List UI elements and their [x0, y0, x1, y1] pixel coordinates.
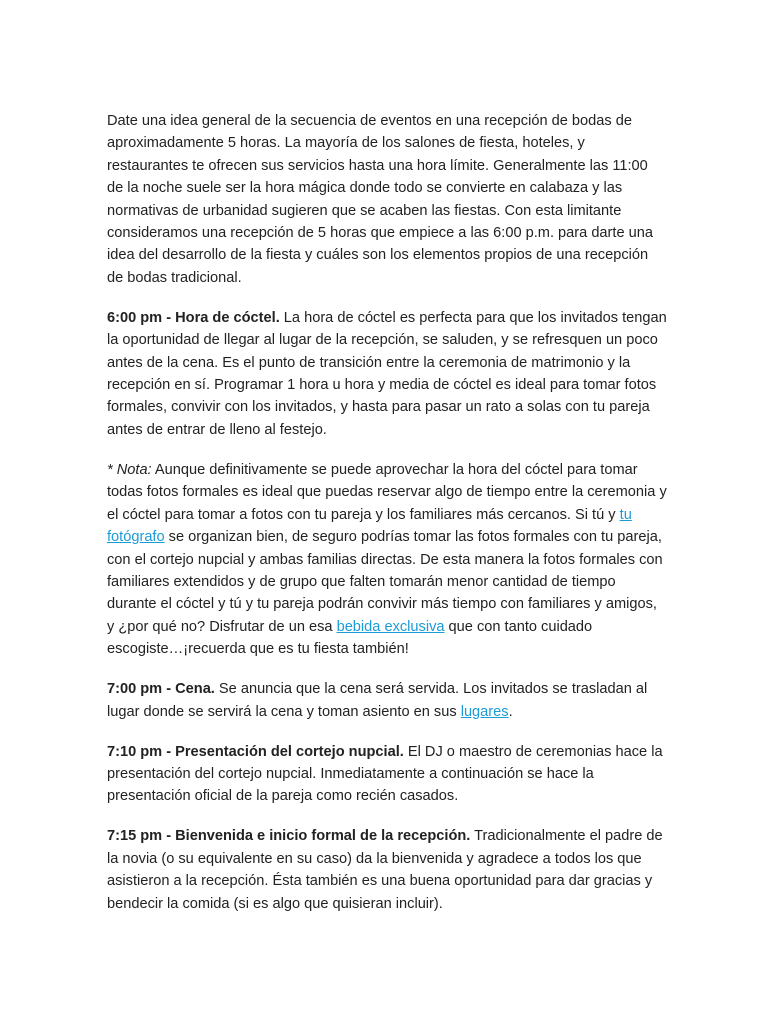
exclusive-drink-link[interactable]: bebida exclusiva [336, 618, 445, 635]
bienvenida-heading: 7:15 pm - Bienvenida e inicio formal de la recepción. [107, 828, 471, 845]
presentacion-text: El DJ o maestro de ceremonias hace la presentación del cortejo nupcial. Inmediatamente a continuación se hace la presentación oficial de la pareja como recién casados. [107, 743, 663, 805]
seating-link[interactable]: lugares [460, 703, 509, 720]
presentacion-heading: 7:10 pm - Presentación del cortejo nupcial. [107, 743, 404, 760]
coctel-paragraph [107, 307, 667, 441]
intro-paragraph [107, 110, 667, 289]
cena-text-1: Se anuncia que la cena será servida. Los invitados se trasladan al lugar donde se servirá la cena y toman asiento en sus [107, 681, 648, 720]
nota-text-2: se organizan bien, de seguro podrías tomar las fotos formales con tu pareja, con el cortejo nupcial y ambas familias directas. De esta manera la fotos formales con familiares extendidos y de grupo que falten tomarán menor cantidad de tiempo durante el cóctel y tú y tu pareja podrán convivir más tiempo con familiares y amigos, y ¿por qué no? Disfrutar de un esa [107, 529, 663, 635]
nota-label: * Nota: [107, 461, 152, 478]
coctel-heading: 6:00 pm - Hora de cóctel. [107, 309, 280, 326]
bienvenida-text: Tradicionalmente el padre de la novia (o su equivalente en su caso) da la bienvenida y agradece a todos los que asistieron a la recepción. Ésta también es una buena oportunidad para dar gracias y bendecir la comida (si es algo que quisieran incluir). [107, 828, 663, 912]
bienvenida-paragraph [107, 825, 667, 915]
nota-text-1: Aunque definitivamente se puede aprovechar la hora del cóctel para tomar todas fotos formales es ideal que puedas reservar algo de tiempo entre la ceremonia y el cóctel para tomar a fotos con tu pareja y los familiares más cercanos. Si tú y [107, 461, 667, 523]
presentacion-paragraph [107, 741, 667, 808]
photographer-link[interactable]: tu fotógrafo [107, 506, 632, 546]
nota-text-3: que con tanto cuidado escogiste…¡recuerda que es tu fiesta también! [107, 618, 593, 658]
cena-heading: 7:00 pm - Cena. [107, 681, 215, 698]
cena-paragraph [107, 678, 667, 723]
intro-text: Date una idea general de la secuencia de eventos en una recepción de bodas de aproximadamente 5 horas. La mayoría de los salones de fiesta, hoteles, y restaurantes te ofrecen sus servicios hasta una hora límite. Generalmente las 11:00 de la noche suele ser la hora mágica donde todo se convierte en calabaza y las normativas de urbanidad sugieren que se acaben las fiestas. Con esta limitante consideramos una recepción de 5 horas que empiece a las 6:00 p.m. para darte una idea del desarrollo de la fiesta y cuáles son los elementos propios de una recepción de bodas tradicional. [107, 113, 653, 286]
cena-text-2: . [508, 703, 513, 720]
nota-paragraph [107, 459, 667, 661]
coctel-text: La hora de cóctel es perfecta para que los invitados tengan la oportunidad de llegar al lugar de la recepción, se saluden, y se refresquen un poco antes de la cena. Es el punto de transición entre la ceremonia de matrimonio y la recepción en sí. Programar 1 hora u hora y media de cóctel es ideal para tomar fotos formales, convivir con los invitados, y hasta para pasar un rato a solas con tu pareja antes de entrar de lleno al festejo. [107, 309, 667, 438]
article-body [107, 110, 667, 933]
